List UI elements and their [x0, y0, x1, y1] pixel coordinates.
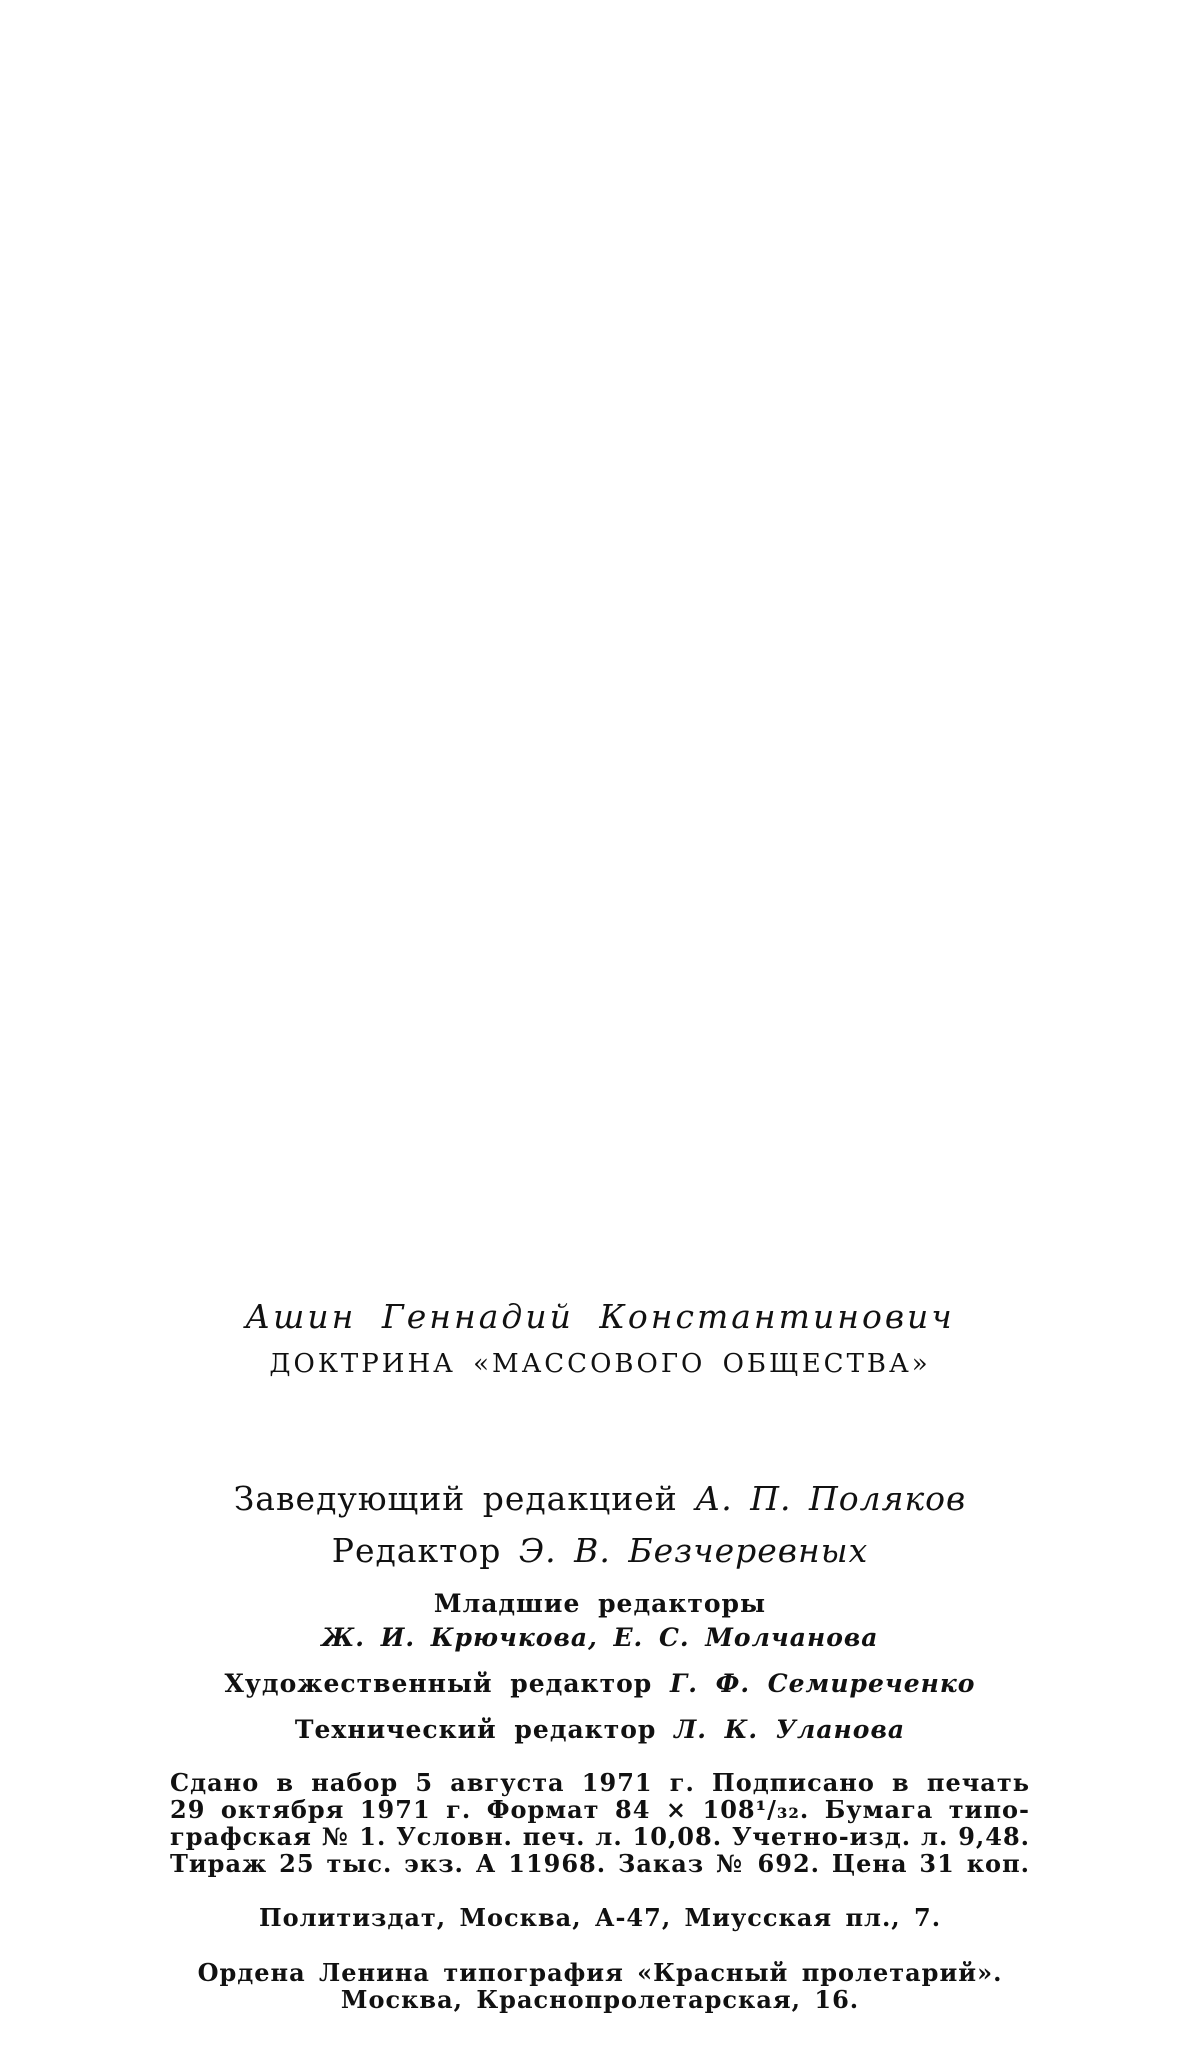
- head-editor-name: А. П. Поляков: [695, 1479, 967, 1518]
- publisher-address: Политиздат, Москва, А-47, Миусская пл., 7.: [258, 1903, 942, 1932]
- junior-editors-role: Младшие редакторы: [433, 1589, 767, 1618]
- colophon: [0, 1295, 1200, 2013]
- art-editor-credit: [0, 1667, 1200, 1701]
- junior-editors-names: Ж. И. Крючкова, Е. С. Молчанова: [321, 1623, 879, 1652]
- printer-name: Ордена Ленина типография «Красный пролетарий».: [197, 1958, 1003, 1987]
- tech-editor-name: Л. К. Уланова: [674, 1715, 906, 1744]
- head-editor-role: Заведующий редакцией: [233, 1479, 678, 1518]
- author-name: Ашин Геннадий Константинович: [245, 1297, 955, 1336]
- printer-address: Москва, Краснопролетарская, 16.: [340, 1985, 860, 2014]
- head-editor-credit: [0, 1477, 1200, 1521]
- tech-editor-role: Технический редактор: [294, 1715, 657, 1744]
- editor-name: Э. В. Безчеревных: [518, 1531, 869, 1570]
- editor-role: Редактор: [331, 1531, 502, 1570]
- art-editor-name: Г. Ф. Семиреченко: [669, 1669, 976, 1698]
- art-editor-role: Художественный редактор: [224, 1669, 653, 1698]
- imprint-line: 29 октября 1971 г. Формат 84 × 108¹/₃₂. Бумага типо-: [170, 1795, 1030, 1824]
- imprint-line: графская № 1. Условн. печ. л. 10,08. Учетно-изд. л. 9,48.: [170, 1822, 1030, 1851]
- print-imprint: [170, 1769, 1030, 1877]
- editor-credit: [0, 1529, 1200, 1573]
- book-title: ДОКТРИНА «МАССОВОГО ОБЩЕСТВА»: [269, 1349, 931, 1379]
- printer-info: [0, 1959, 1200, 2013]
- tech-editor-credit: [0, 1713, 1200, 1747]
- staff-credits: [0, 1477, 1200, 1747]
- imprint-line: Сдано в набор 5 августа 1971 г. Подписано в печать: [170, 1768, 1030, 1797]
- imprint-line: Тираж 25 тыс. экз. А 11968. Заказ № 692. Цена 31 коп.: [170, 1849, 1030, 1878]
